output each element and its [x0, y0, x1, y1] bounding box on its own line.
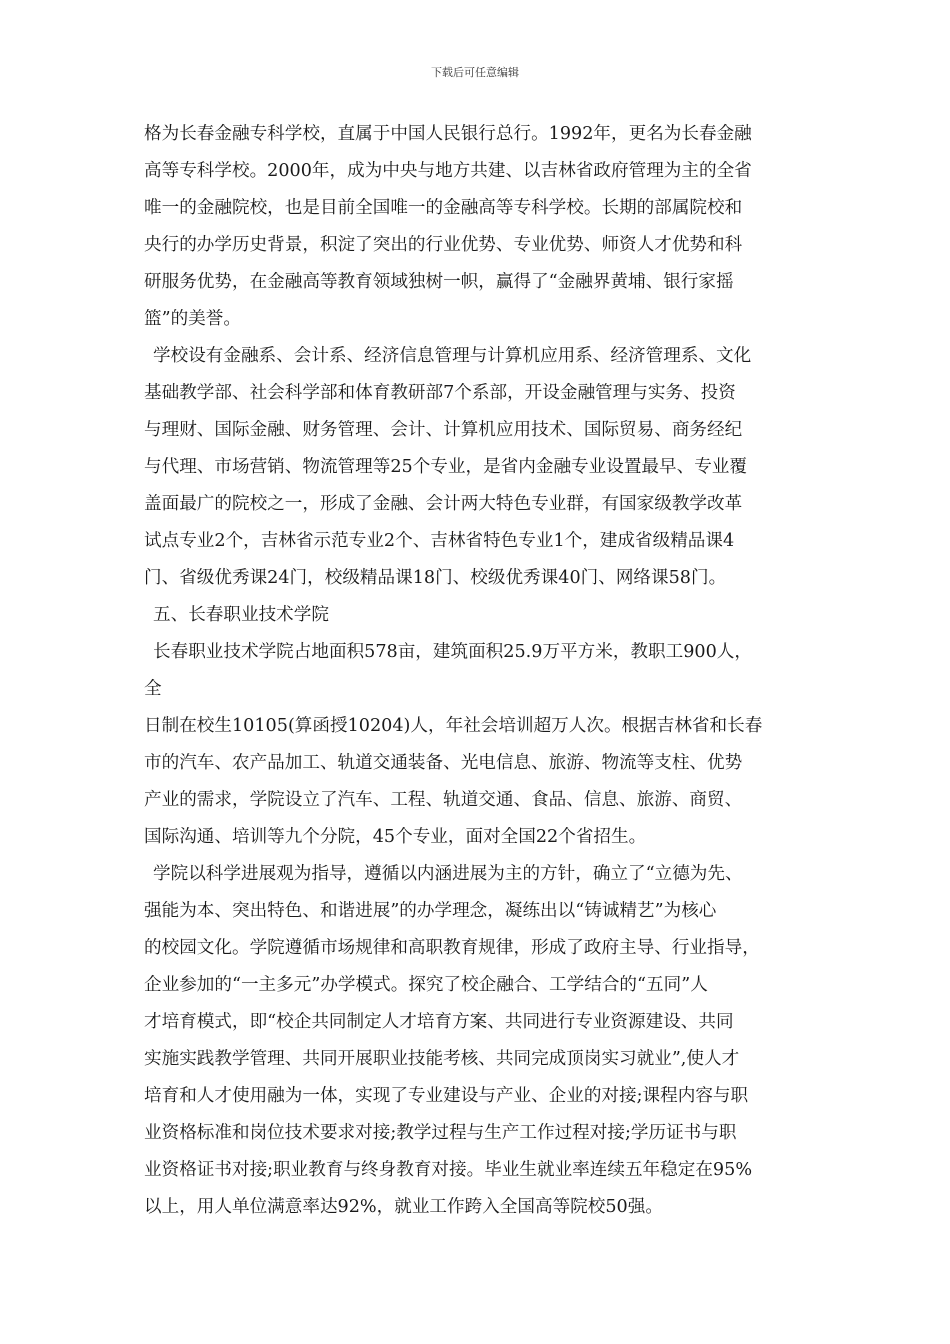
text-line: 实施实践教学管理、共同开展职业技能考核、共同完成顶岗实习就业”,使人才	[144, 1049, 740, 1069]
text-line: 企业参加的“一主多元”办学模式。探究了校企融合、工学结合的“五同”人	[144, 975, 708, 995]
text-line: 业资格证书对接;职业教育与终身教育对接。毕业生就业率连续五年稳定在95%	[144, 1160, 753, 1180]
text-line: 试点专业2个，吉林省示范专业2个、吉林省特色专业1个，建成省级精品课4	[144, 531, 735, 551]
text-line: 门、省级优秀课24门，校级精品课18门、校级优秀课40门、网络课58门。	[144, 568, 727, 588]
text-line: 产业的需求，学院设立了汽车、工程、轨道交通、食品、信息、旅游、商贸、	[144, 790, 743, 810]
text-line: 央行的办学历史背景，积淀了突出的行业优势、专业优势、师资人才优势和科	[144, 235, 743, 255]
text-line: 以上，用人单位满意率达92%，就业工作跨入全国高等院校50强。	[144, 1197, 663, 1217]
text-line: 国际沟通、培训等九个分院，45个专业，面对全国22个省招生。	[144, 827, 647, 847]
text-line: 基础教学部、社会科学部和体育教研部7个系部，开设金融管理与实务、投资	[144, 383, 736, 403]
text-line: 与代理、市场营销、物流管理等25个专业，是省内金融专业设置最早、专业覆	[144, 457, 747, 477]
text-line: 篮”的美誉。	[144, 309, 241, 329]
text-line: 高等专科学校。2000年，成为中央与地方共建、以吉林省政府管理为主的全省	[144, 161, 752, 181]
text-line: 盖面最广的院校之一，形成了金融、会计两大特色专业群，有国家级教学改革	[144, 494, 743, 514]
section-heading: 五、长春职业技术学院	[153, 605, 329, 625]
text-line: 格为长春金融专科学校，直属于中国人民银行总行。1992年，更名为长春金融	[144, 124, 752, 144]
document-body	[144, 116, 814, 1226]
text-line: 全	[144, 679, 162, 699]
paragraph-start-line: 学院以科学进展观为指导，遵循以内涵进展为主的方针，确立了“立德为先、	[153, 864, 743, 884]
text-line: 市的汽车、农产品加工、轨道交通装备、光电信息、旅游、物流等支柱、优势	[144, 753, 743, 773]
text-line: 才培育模式，即“校企共同制定人才培育方案、共同进行专业资源建设、共同	[144, 1012, 734, 1032]
text-line: 日制在校生10105(算函授10204)人，年社会培训超万人次。根据吉林省和长春	[144, 716, 763, 736]
text-line: 的校园文化。学院遵循市场规律和高职教育规律，形成了政府主导、行业指导，	[144, 938, 760, 958]
paragraph-start-line: 长春职业技术学院占地面积578亩，建筑面积25.9万平方米，教职工900人，	[153, 642, 752, 662]
text-line: 研服务优势，在金融高等教育领域独树一帜，赢得了“金融界黄埔、银行家摇	[144, 272, 734, 292]
page-header: 下载后可任意编辑	[431, 66, 519, 79]
text-line: 与理财、国际金融、财务管理、会计、计算机应用技术、国际贸易、商务经纪	[144, 420, 743, 440]
text-line: 强能为本、突出特色、和谐进展”的办学理念，凝练出以“铸诚精艺”为核心	[144, 901, 717, 921]
paragraph-start-line: 学校设有金融系、会计系、经济信息管理与计算机应用系、经济管理系、文化	[153, 346, 752, 366]
text-line: 唯一的金融院校，也是目前全国唯一的金融高等专科学校。长期的部属院校和	[144, 198, 743, 218]
text-line: 培育和人才使用融为一体，实现了专业建设与产业、企业的对接;课程内容与职	[144, 1086, 749, 1106]
text-line: 业资格标准和岗位技术要求对接;教学过程与生产工作过程对接;学历证书与职	[144, 1123, 737, 1143]
